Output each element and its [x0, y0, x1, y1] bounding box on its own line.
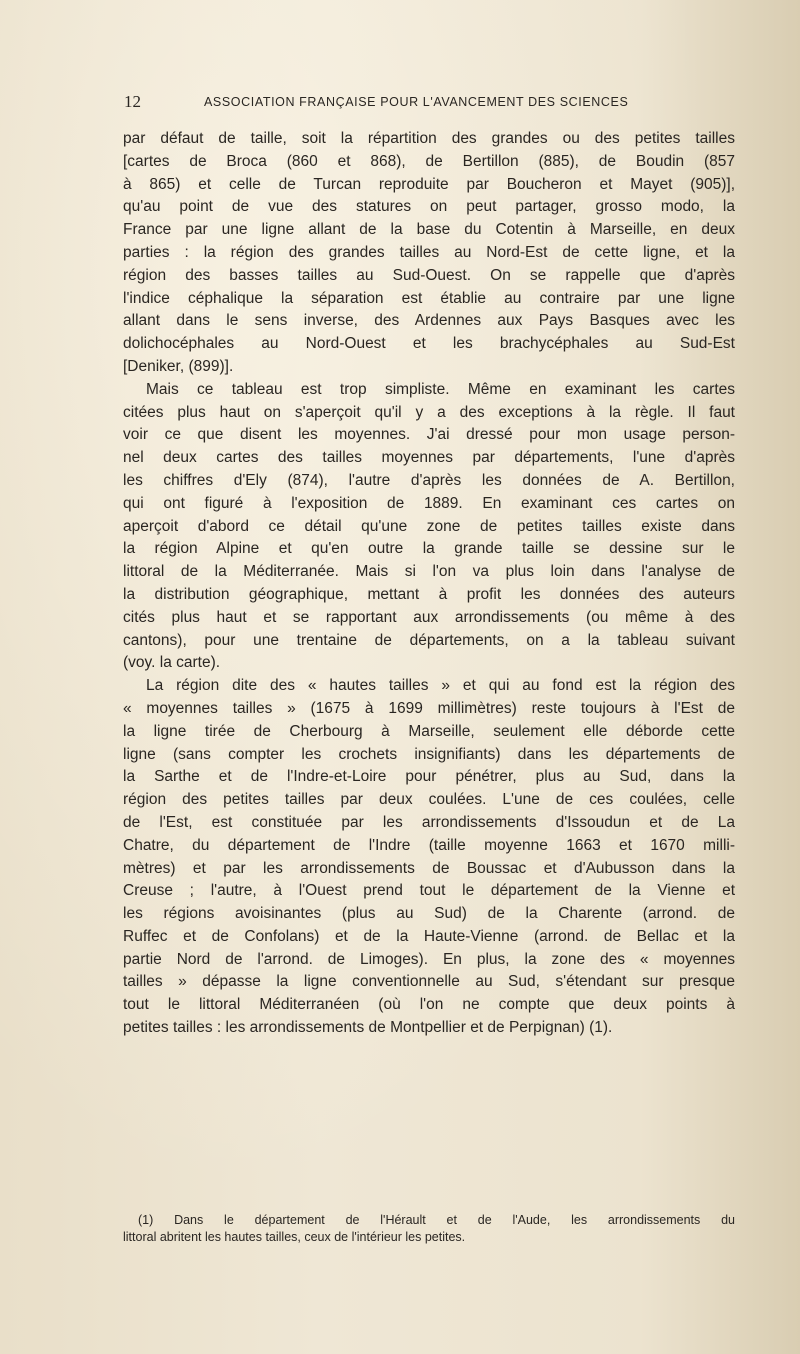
footnote — [123, 1212, 735, 1245]
text-line: région des basses tailles au Sud-Ouest. On se rappelle que d'après — [123, 266, 735, 284]
text-line: La région dite des « hautes tailles » et qui au fond est la région des — [146, 677, 735, 695]
text-line: allant dans le sens inverse, des Ardennes aux Pays Basques avec les — [123, 312, 735, 330]
text-line: à 865) et celle de Turcan reproduite par Boucheron et Mayet (905)], — [123, 175, 735, 193]
text-line: la distribution géographique, mettant à profit les données des auteurs — [123, 585, 735, 603]
footnote-line: (1) Dans le département de l'Hérault et de l'Aude, les arrondissements du — [138, 1213, 735, 1227]
text-line: voir ce que disent les moyennes. J'ai dressé pour mon usage person- — [123, 426, 735, 444]
text-line: la région Alpine et qu'en outre la grande taille se dessine sur le — [123, 540, 735, 558]
text-line: aperçoit d'abord ce détail qu'une zone de petites tailles existe dans — [123, 517, 735, 535]
text-line: Chatre, du département de l'Indre (taille moyenne 1663 et 1670 milli- — [123, 836, 735, 854]
text-line: [cartes de Broca (860 et 868), de Bertillon (885), de Boudin (857 — [123, 152, 735, 170]
text-line: Mais ce tableau est trop simpliste. Même en examinant les cartes — [146, 380, 735, 398]
text-line: petites tailles : les arrondissements de Montpellier et de Perpignan) (1). — [123, 1019, 613, 1037]
text-line: France par une ligne allant de la base du Cotentin à Marseille, en deux — [123, 221, 735, 239]
text-line: [Deniker, (899)]. — [123, 357, 234, 375]
text-line: (voy. la carte). — [123, 654, 221, 672]
text-line: partie Nord de l'arrond. de Limoges). En plus, la zone des « moyennes — [123, 950, 735, 968]
text-line: tailles » dépasse la ligne conventionnelle au Sud, s'étendant sur presque — [123, 973, 735, 991]
text-line: Creuse ; l'autre, à l'Ouest prend tout le département de la Vienne et — [123, 882, 735, 900]
text-line: cantons), pour une trentaine de départements, on a la tableau suivant — [123, 631, 735, 649]
running-title: ASSOCIATION FRANÇAISE POUR L'AVANCEMENT DES SCIENCES — [204, 95, 629, 109]
text-line: nel deux cartes des tailles moyennes par départements, l'une d'après — [123, 449, 735, 467]
text-line: cités plus haut et se rapportant aux arrondissements (ou même à des — [123, 608, 735, 626]
text-line: parties : la région des grandes tailles au Nord-Est de cette ligne, et la — [123, 243, 735, 261]
text-line: l'indice céphalique la séparation est établie au contraire par une ligne — [123, 289, 735, 307]
text-line: Ruffec et de Confolans) et de la Haute-Vienne (arrond. de Bellac et la — [123, 927, 735, 945]
text-line: mètres) et par les arrondissements de Boussac et d'Aubusson dans la — [123, 859, 735, 877]
text-line: de l'Est, est constituée par les arrondissements d'Issoudun et de La — [123, 813, 735, 831]
text-line: les régions avoisinantes (plus au Sud) de la Charente (arrond. de — [123, 905, 735, 923]
text-line: la Sarthe et de l'Indre-et-Loire pour pénétrer, plus au Sud, dans la — [123, 768, 735, 786]
text-line: qui ont figuré à l'exposition de 1889. En examinant ces cartes on — [123, 494, 735, 512]
text-line: « moyennes tailles » (1675 à 1699 millimètres) reste toujours à l'Est de — [123, 699, 735, 717]
body-text — [123, 128, 735, 1040]
text-line: qu'au point de vue des statures on peut partager, grosso modo, la — [123, 198, 735, 216]
text-line: la ligne tirée de Cherbourg à Marseille, seulement elle déborde cette — [123, 722, 735, 740]
text-line: par défaut de taille, soit la répartition des grandes ou des petites tailles — [123, 130, 735, 147]
footnote-line: littoral abritent les hautes tailles, ceux de l'intérieur les petites. — [123, 1229, 466, 1244]
page-number: 12 — [124, 92, 141, 111]
text-line: littoral de la Méditerranée. Mais si l'on va plus loin dans l'analyse de — [123, 563, 735, 581]
text-line: région des petites tailles par deux coulées. L'une de ces coulées, celle — [123, 791, 735, 809]
text-line: ligne (sans compter les crochets insignifiants) dans les départements de — [123, 745, 735, 763]
text-line: tout le littoral Méditerranéen (où l'on ne compte que deux points à — [123, 996, 735, 1014]
page-header — [124, 92, 684, 114]
text-line: citées plus haut on s'aperçoit qu'il y a des exceptions à la règle. Il faut — [123, 403, 735, 421]
text-line: dolichocéphales au Nord-Ouest et les brachycéphales au Sud-Est — [123, 335, 735, 353]
text-line: les chiffres d'Ely (874), l'autre d'après les données de A. Bertillon, — [123, 471, 735, 489]
